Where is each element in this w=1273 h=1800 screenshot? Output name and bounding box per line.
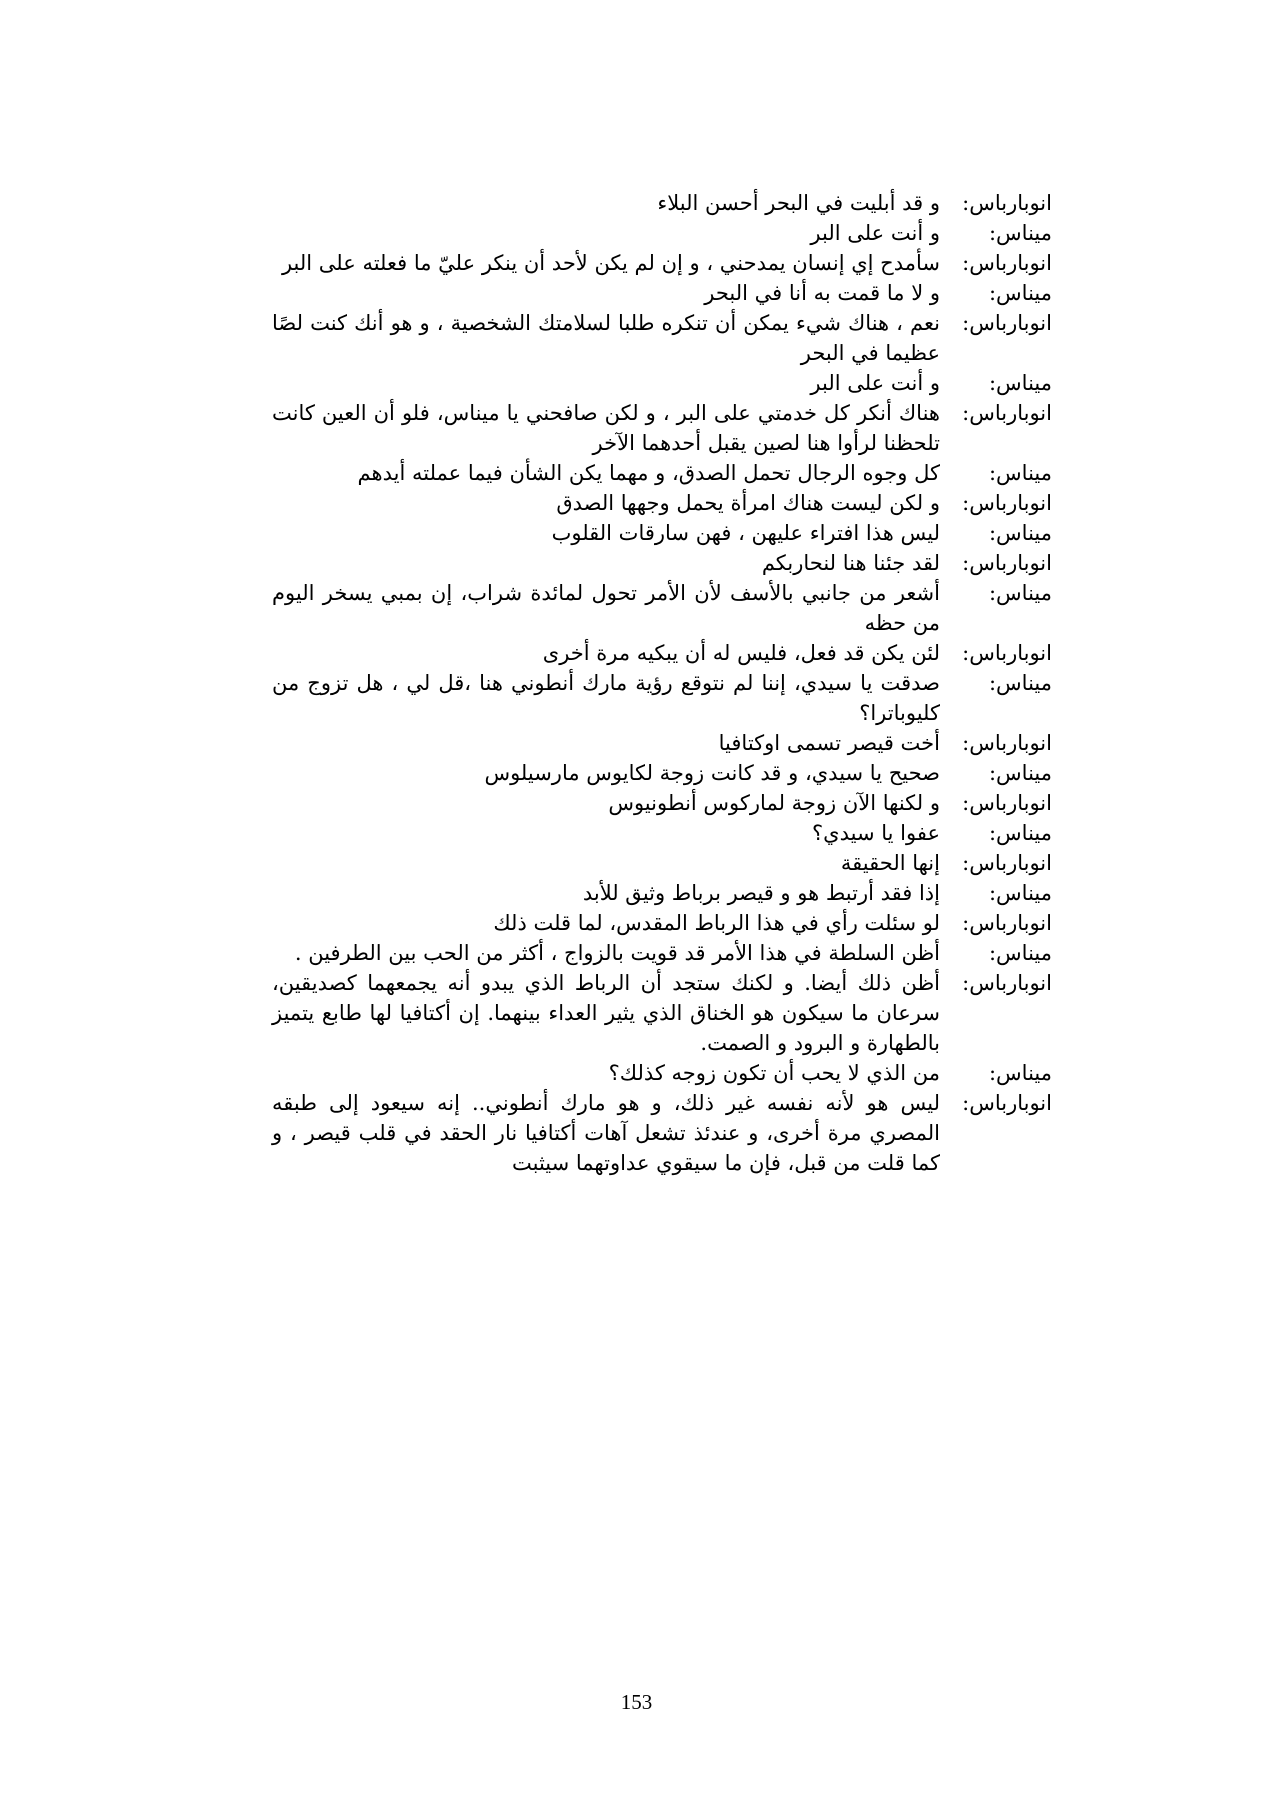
- speaker-name: انوبارباس:: [962, 251, 1052, 275]
- dialogue-line: [272, 878, 1052, 908]
- speech-text: لئن يكن قد فعل، فليس له أن يبكيه مرة أخرى: [542, 641, 940, 665]
- speaker-name: انوبارباس:: [962, 641, 1052, 665]
- dialogue-line: [272, 248, 1052, 278]
- dialogue-block: [272, 188, 1052, 1178]
- speech-text: أظن السلطة في هذا الأمر قد قويت بالزواج ، أكثر من الحب بين الطرفين .: [294, 941, 940, 965]
- speaker-name: ميناس:: [988, 581, 1052, 605]
- speech-text: صدقت يا سيدي، إننا لم نتوقع رؤية مارك أنطوني هنا ،قل لي ، هل تزوج من كليوباترا؟: [272, 671, 940, 725]
- speaker-name: ميناس:: [988, 761, 1052, 785]
- dialogue-line: [272, 788, 1052, 818]
- speech-text: هناك أنكر كل خدمتي على البر ، و لكن صافحني يا ميناس، فلو أن العين كانت تلحظنا لرأوا هنا لصين يقبل أحدهما الآخر: [272, 401, 940, 455]
- speaker-name: انوبارباس:: [962, 491, 1052, 515]
- speaker-name: انوبارباس:: [962, 551, 1052, 575]
- speech-text: لقد جئنا هنا لنحاربكم: [761, 551, 940, 575]
- speaker-name: ميناس:: [988, 281, 1052, 305]
- speaker-name: ميناس:: [988, 821, 1052, 845]
- speech-text: ليس هو لأنه نفسه غير ذلك، و هو مارك أنطوني.. إنه سيعود إلى طبقه المصري مرة أخرى، و عندئذ تشعل آهات أكتافيا نار الحقد في قلب قيصر ، و كما قلت من قبل، فإن ما سيقوي عداوتهما سيثبت: [272, 1091, 940, 1175]
- speech-text: أظن ذلك أيضا. و لكنك ستجد أن الرباط الذي يبدو أنه يجمعهما كصديقين، سرعان ما سيكون هو الخناق الذي يثير العداء بينهما. إن أكتافيا لها طابع يتميز بالطهارة و البرود و الصمت.: [272, 971, 940, 1055]
- dialogue-line: [272, 218, 1052, 248]
- speech-text: لو سئلت رأي في هذا الرباط المقدس، لما قلت ذلك: [493, 911, 940, 935]
- speech-text: ليس هذا افتراء عليهن ، فهن سارقات القلوب: [551, 521, 940, 545]
- dialogue-line: [272, 278, 1052, 308]
- speaker-name: انوبارباس:: [962, 971, 1052, 995]
- speech-text: و أنت على البر: [810, 371, 940, 395]
- speaker-name: ميناس:: [988, 371, 1052, 395]
- dialogue-line: [272, 458, 1052, 488]
- speech-text: و لكنها الآن زوجة لماركوس أنطونيوس: [608, 791, 940, 815]
- speaker-name: ميناس:: [988, 941, 1052, 965]
- speech-text: إذا فقد أرتبط هو و قيصر برباط وثيق للأبد: [582, 881, 940, 905]
- dialogue-line: [272, 818, 1052, 848]
- dialogue-line: [272, 518, 1052, 548]
- dialogue-line: [272, 1088, 1052, 1178]
- dialogue-line: [272, 548, 1052, 578]
- speech-text: أخت قيصر تسمى اوكتافيا: [718, 731, 940, 755]
- speech-text: و أنت على البر: [810, 221, 940, 245]
- dialogue-line: [272, 848, 1052, 878]
- dialogue-line: [272, 758, 1052, 788]
- speaker-name: انوبارباس:: [962, 191, 1052, 215]
- speech-text: من الذي لا يحب أن تكون زوجه كذلك؟: [608, 1061, 940, 1085]
- dialogue-line: [272, 488, 1052, 518]
- speaker-name: انوبارباس:: [962, 791, 1052, 815]
- dialogue-line: [272, 578, 1052, 638]
- dialogue-line: [272, 908, 1052, 938]
- speaker-name: ميناس:: [988, 671, 1052, 695]
- speaker-name: انوبارباس:: [962, 731, 1052, 755]
- speech-text: نعم ، هناك شيء يمكن أن تنكره طلبا لسلامتك الشخصية ، و هو أنك كنت لصًا عظيما في البحر: [272, 311, 940, 365]
- dialogue-line: [272, 368, 1052, 398]
- speech-text: أشعر من جانبي بالأسف لأن الأمر تحول لمائدة شراب، إن بمبي يسخر اليوم من حظه: [272, 581, 940, 635]
- speech-text: صحيح يا سيدي، و قد كانت زوجة لكايوس مارسيلوس: [484, 761, 940, 785]
- dialogue-line: [272, 1058, 1052, 1088]
- speaker-name: ميناس:: [988, 521, 1052, 545]
- dialogue-line: [272, 308, 1052, 368]
- speaker-name: انوبارباس:: [962, 401, 1052, 425]
- speech-text: و قد أبليت في البحر أحسن البلاء: [657, 191, 940, 215]
- dialogue-line: [272, 728, 1052, 758]
- speaker-name: ميناس:: [988, 1061, 1052, 1085]
- speech-text: و لا ما قمت به أنا في البحر: [704, 281, 940, 305]
- speaker-name: انوبارباس:: [962, 311, 1052, 335]
- speaker-name: ميناس:: [988, 881, 1052, 905]
- speech-text: كل وجوه الرجال تحمل الصدق، و مهما يكن الشأن فيما عملته أيدهم: [357, 461, 940, 485]
- speech-text: و لكن ليست هناك امرأة يحمل وجهها الصدق: [556, 491, 940, 515]
- speaker-name: انوبارباس:: [962, 911, 1052, 935]
- speech-text: عفوا يا سيدي؟: [812, 821, 940, 845]
- dialogue-line: [272, 668, 1052, 728]
- dialogue-line: [272, 968, 1052, 1058]
- dialogue-line: [272, 398, 1052, 458]
- speaker-name: انوبارباس:: [962, 1091, 1052, 1115]
- speech-text: إنها الحقيقة: [840, 851, 940, 875]
- speaker-name: ميناس:: [988, 221, 1052, 245]
- dialogue-line: [272, 188, 1052, 218]
- speaker-name: ميناس:: [988, 461, 1052, 485]
- dialogue-line: [272, 638, 1052, 668]
- page-number: 153: [620, 1690, 653, 1714]
- speech-text: سأمدح إي إنسان يمدحني ، و إن لم يكن لأحد أن ينكر عليّ ما فعلته على البر: [281, 251, 940, 275]
- dialogue-line: [272, 938, 1052, 968]
- speaker-name: انوبارباس:: [962, 851, 1052, 875]
